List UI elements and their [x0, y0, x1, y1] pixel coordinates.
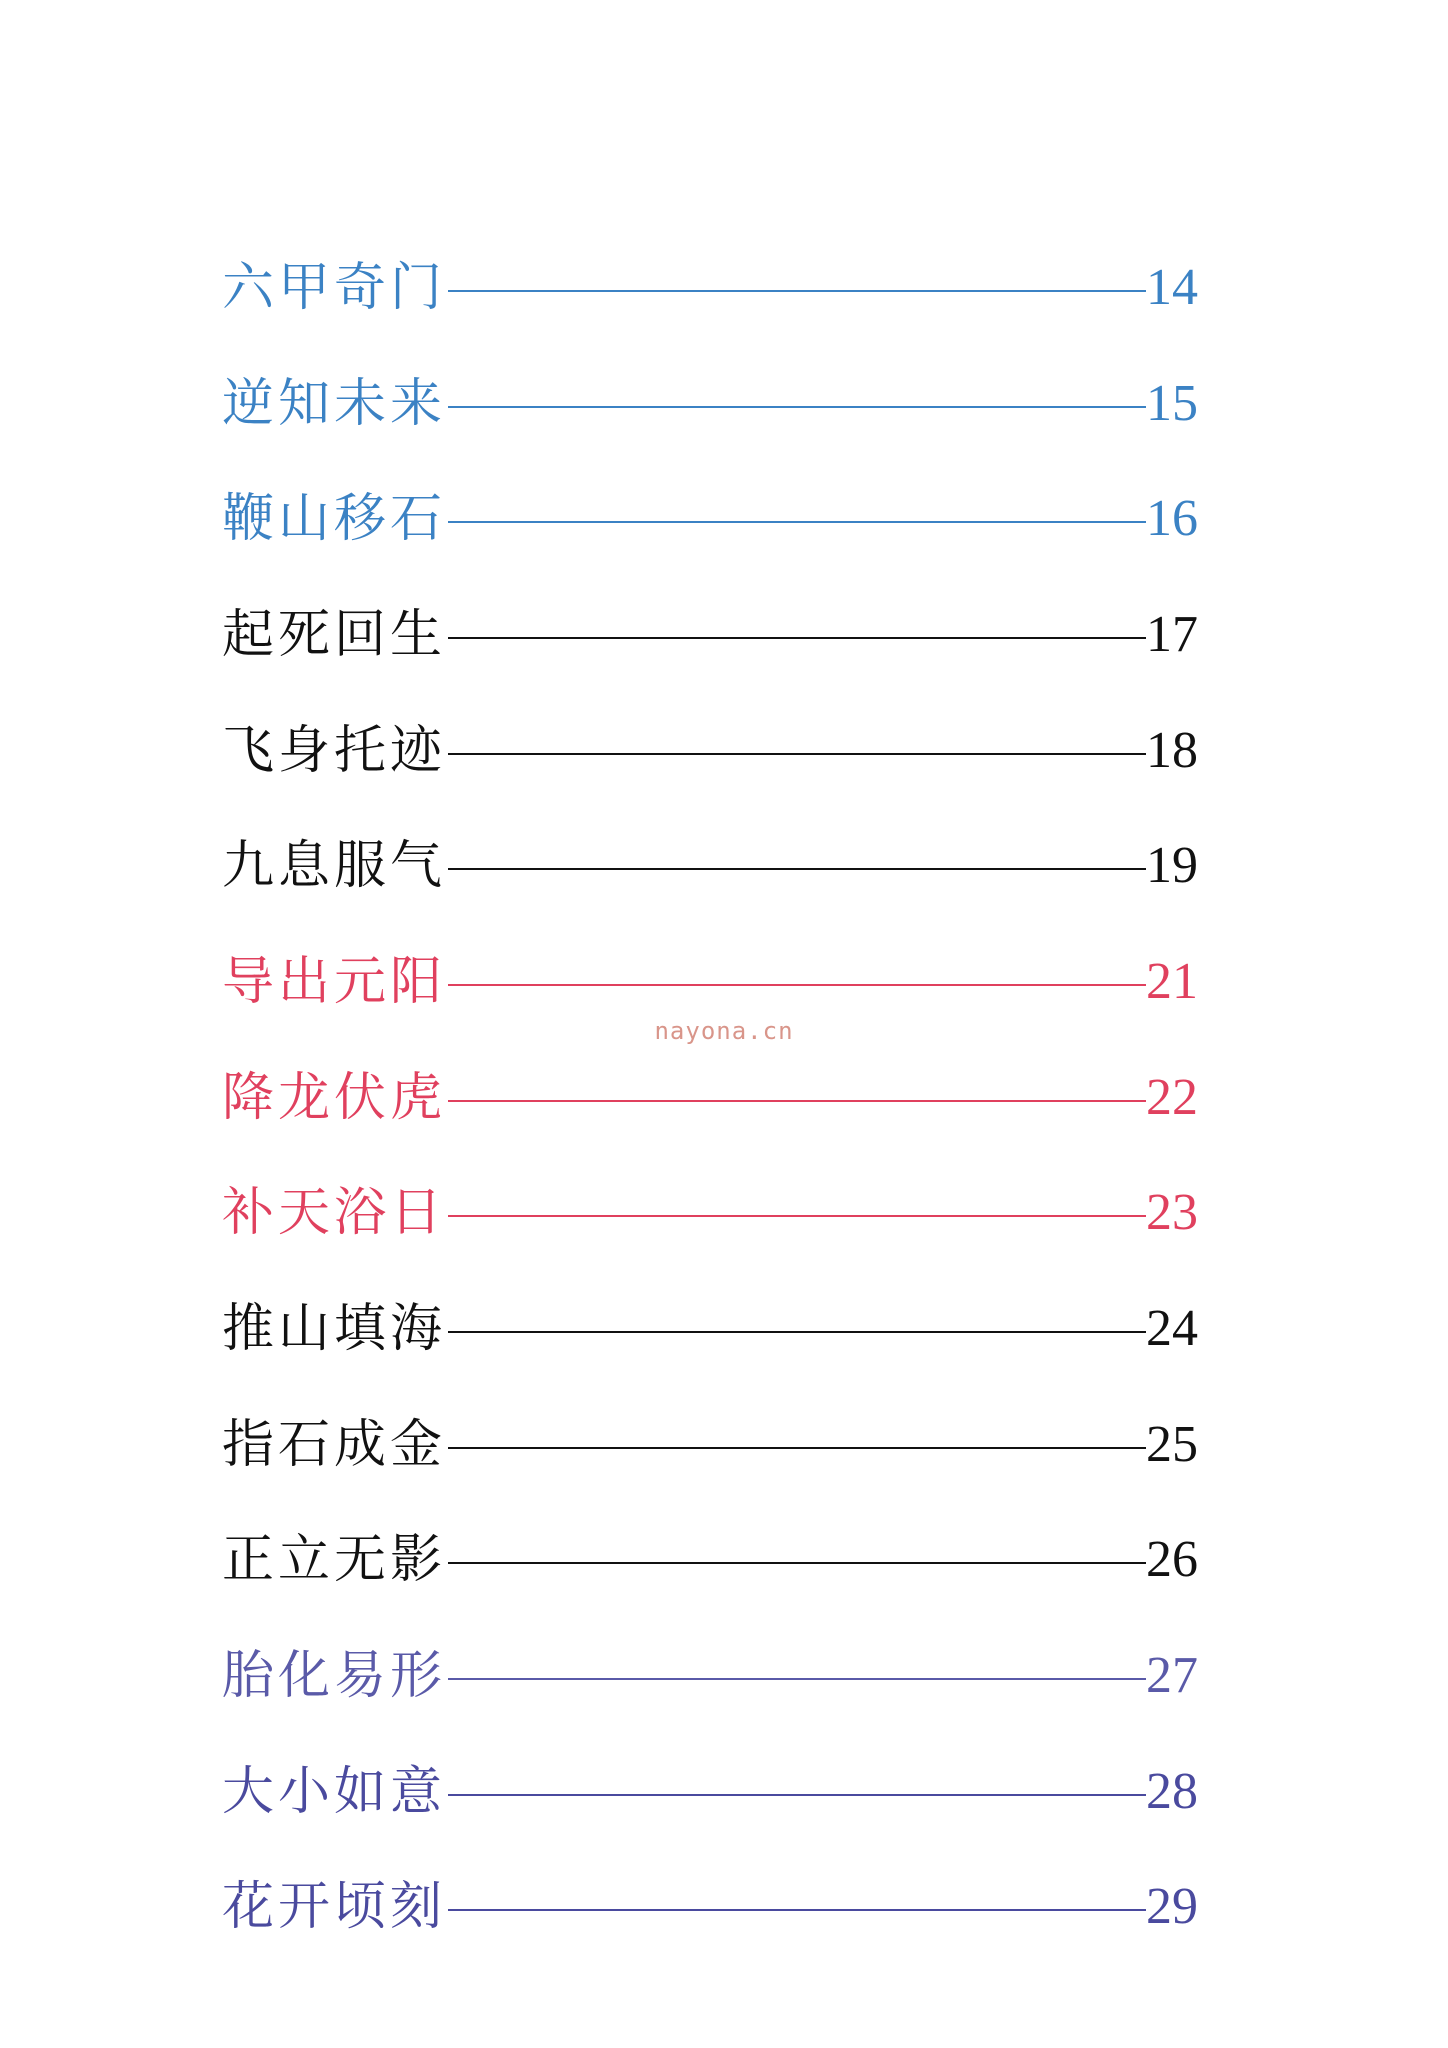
toc-entry[interactable]	[222, 1271, 1202, 1387]
toc-entry-title: 正立无影	[222, 1530, 447, 1591]
toc-entry-page: 15	[1146, 374, 1198, 432]
toc-entry-title: 鞭山移石	[222, 489, 447, 550]
toc-leader-line	[448, 1794, 1146, 1796]
toc-entry[interactable]	[222, 1734, 1202, 1850]
toc-entry[interactable]	[222, 577, 1202, 693]
toc-entry-page: 19	[1146, 837, 1198, 895]
toc-entry-page: 16	[1146, 490, 1198, 548]
toc-leader-line	[448, 1100, 1146, 1102]
toc-entry-page: 27	[1146, 1647, 1198, 1705]
toc-entry-title: 九息服气	[222, 836, 447, 897]
toc-entry[interactable]	[222, 461, 1202, 577]
watermark-text: nayona.cn	[654, 1017, 794, 1045]
toc-entry-page: 17	[1146, 605, 1198, 663]
toc-entry[interactable]	[222, 346, 1202, 462]
toc-entry[interactable]	[222, 693, 1202, 809]
toc-entry-title: 导出元阳	[222, 951, 447, 1012]
toc-entry[interactable]	[222, 1618, 1202, 1734]
toc-entry-title: 起死回生	[222, 604, 447, 665]
toc-leader-line	[448, 1678, 1146, 1680]
toc-entry-title: 补天浴日	[222, 1183, 447, 1244]
toc-entry[interactable]	[222, 808, 1202, 924]
toc-entry-title: 花开顷刻	[222, 1877, 447, 1938]
toc-entry[interactable]	[222, 1040, 1202, 1156]
toc-leader-line	[448, 753, 1146, 755]
toc-entry[interactable]	[222, 1156, 1202, 1272]
toc-entry-page: 23	[1146, 1184, 1198, 1242]
toc-leader-line	[448, 868, 1146, 870]
toc-entry[interactable]	[222, 1850, 1202, 1966]
table-of-contents	[222, 230, 1202, 1965]
toc-entry-title: 降龙伏虎	[222, 1067, 447, 1128]
toc-leader-line	[448, 637, 1146, 639]
toc-entry-title: 推山填海	[222, 1299, 447, 1360]
toc-leader-line	[448, 1331, 1146, 1333]
toc-leader-line	[448, 984, 1146, 986]
toc-leader-line	[448, 1215, 1146, 1217]
toc-entry-page: 18	[1146, 721, 1198, 779]
toc-entry-page: 25	[1146, 1415, 1198, 1473]
toc-entry-title: 六甲奇门	[222, 257, 447, 318]
toc-entry-page: 14	[1146, 258, 1198, 316]
toc-leader-line	[448, 1909, 1146, 1911]
toc-entry-title: 逆知未来	[222, 373, 447, 434]
toc-entry-page: 26	[1146, 1531, 1198, 1589]
toc-entry-page: 29	[1146, 1878, 1198, 1936]
toc-leader-line	[448, 521, 1146, 523]
toc-entry-page: 21	[1146, 952, 1198, 1010]
toc-entry[interactable]	[222, 1503, 1202, 1619]
toc-entry[interactable]	[222, 1387, 1202, 1503]
toc-entry-page: 28	[1146, 1762, 1198, 1820]
toc-entry-page: 22	[1146, 1068, 1198, 1126]
toc-leader-line	[448, 406, 1146, 408]
toc-entry-title: 指石成金	[222, 1414, 447, 1475]
toc-entry-page: 24	[1146, 1300, 1198, 1358]
toc-entry-title: 大小如意	[222, 1761, 447, 1822]
toc-leader-line	[448, 1447, 1146, 1449]
toc-leader-line	[448, 290, 1146, 292]
toc-entry-title: 飞身托迹	[222, 720, 447, 781]
toc-leader-line	[448, 1562, 1146, 1564]
toc-entry[interactable]	[222, 230, 1202, 346]
toc-entry-title: 胎化易形	[222, 1646, 447, 1707]
